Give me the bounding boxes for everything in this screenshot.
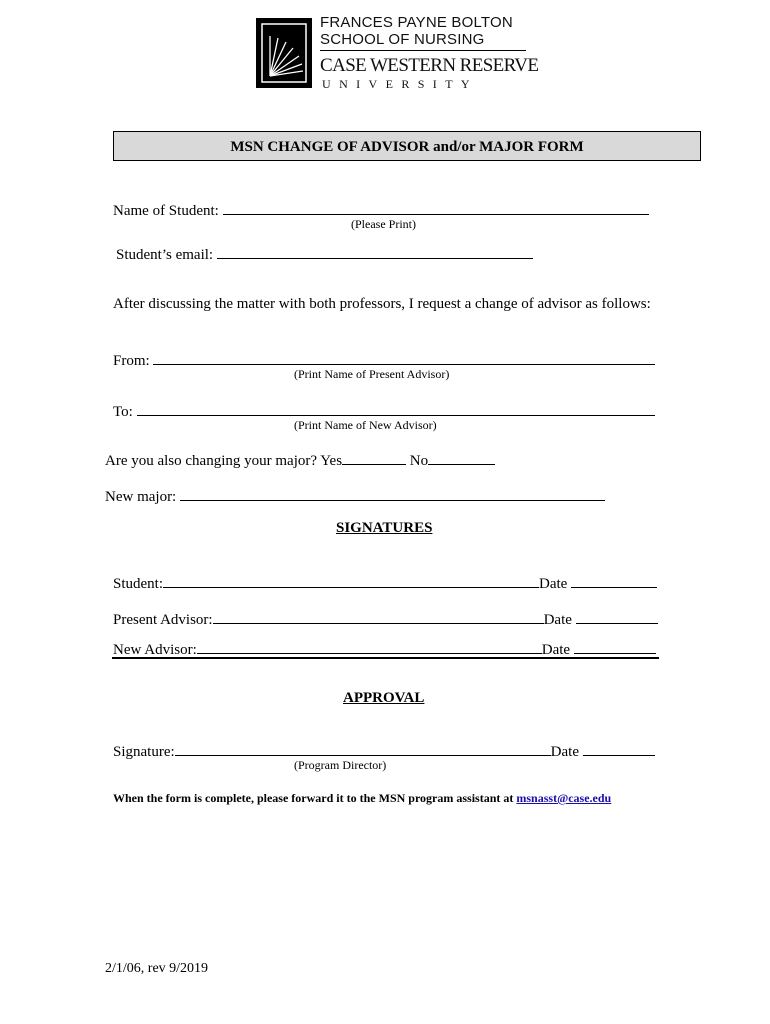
- new-advisor-field[interactable]: [137, 401, 655, 416]
- new-advisor-date-label: Date: [541, 642, 571, 658]
- form-title: MSN CHANGE OF ADVISOR and/or MAJOR FORM: [113, 131, 701, 161]
- director-signature-label: Signature:: [113, 744, 175, 760]
- signatures-heading: SIGNATURES: [336, 520, 433, 536]
- new-major-row: [105, 486, 605, 506]
- logo-divider: [320, 50, 526, 51]
- approval-heading: APPROVAL: [343, 690, 425, 706]
- university-logo-icon: [256, 18, 312, 88]
- major-no-field[interactable]: [428, 450, 495, 465]
- submission-note: When the form is complete, please forward it to the MSN program assistant at: [113, 791, 514, 805]
- new-advisor-signature-field[interactable]: [197, 639, 542, 654]
- new-major-field[interactable]: [180, 486, 605, 501]
- new-advisor-signature-row: [113, 639, 656, 659]
- to-hint: (Print Name of New Advisor): [294, 418, 437, 432]
- student-name-hint: (Please Print): [351, 217, 416, 231]
- new-advisor-date-field[interactable]: [574, 639, 656, 654]
- logo-line-4: UNIVERSITY: [322, 77, 478, 91]
- section-divider: [112, 657, 659, 659]
- present-advisor-date-field[interactable]: [576, 609, 658, 624]
- student-email-row: [116, 244, 533, 264]
- present-advisor-signature-row: [113, 609, 658, 629]
- logo-line-1: FRANCES PAYNE BOLTON: [320, 14, 513, 31]
- student-name-field[interactable]: [223, 200, 649, 215]
- student-email-field[interactable]: [217, 244, 533, 259]
- major-question-label: Are you also changing your major? Yes: [105, 453, 343, 469]
- student-signature-field[interactable]: [163, 573, 539, 588]
- submission-instructions: [113, 791, 611, 806]
- present-advisor-date-label: Date: [543, 612, 572, 628]
- student-date-label: Date: [539, 576, 568, 592]
- student-date-field[interactable]: [571, 573, 657, 588]
- present-advisor-signature-label: Present Advisor:: [113, 612, 213, 628]
- logo-line-2: SCHOOL OF NURSING: [320, 31, 485, 48]
- new-advisor-signature-label: New Advisor:: [113, 642, 197, 658]
- present-advisor-signature-field[interactable]: [213, 609, 544, 624]
- director-date-field[interactable]: [583, 741, 655, 756]
- director-signature-hint: (Program Director): [294, 758, 387, 772]
- student-name-label: Name of Student:: [113, 203, 219, 219]
- from-hint: (Print Name of Present Advisor): [294, 367, 450, 381]
- director-signature-field[interactable]: [175, 741, 551, 756]
- request-text: After discussing the matter with both professors, I request a change of advisor as follows:: [113, 296, 651, 312]
- to-label: To:: [113, 404, 133, 420]
- logo-line-3: CASE WESTERN RESERVE: [320, 55, 539, 76]
- from-label: From:: [113, 353, 150, 369]
- major-question-row: [105, 450, 495, 470]
- student-signature-label: Student:: [113, 576, 164, 592]
- assistant-email-link[interactable]: msnasst@case.edu: [516, 791, 612, 805]
- director-date-label: Date: [550, 744, 579, 760]
- present-advisor-field[interactable]: [153, 350, 655, 365]
- student-email-label: Student’s email:: [116, 247, 214, 263]
- major-yes-field[interactable]: [342, 450, 406, 465]
- student-signature-row: [113, 573, 657, 593]
- new-major-label: New major:: [105, 489, 177, 505]
- major-no-label: No: [409, 453, 429, 469]
- revision-date: 2/1/06, rev 9/2019: [105, 961, 209, 976]
